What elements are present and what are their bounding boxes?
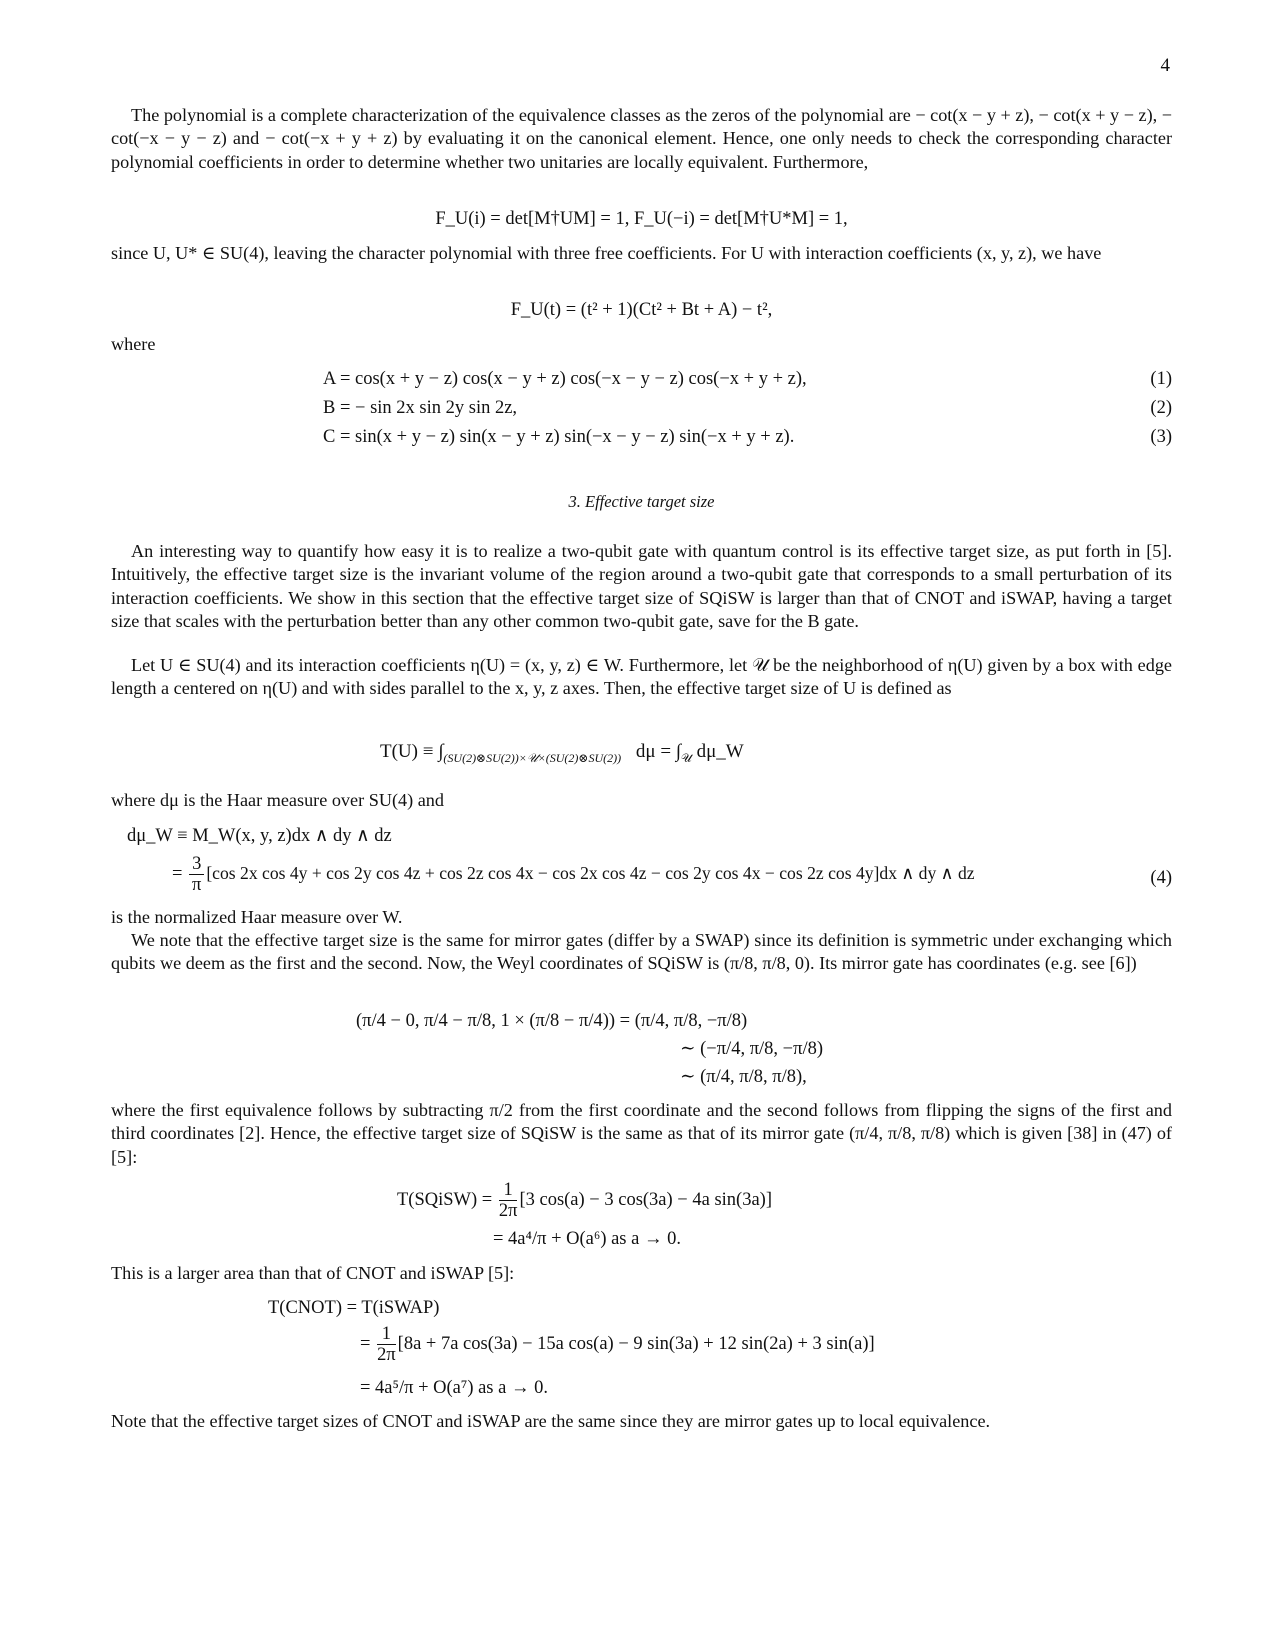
fraction-3-over-pi (189, 854, 204, 895)
fraction-denominator: 2π (498, 1201, 518, 1221)
equation-cnot-line-3: = 4a⁵/π + O(a⁷) as a → 0. (360, 1378, 548, 1398)
equation-number-1: (1) (1150, 369, 1172, 389)
page-number: 4 (1160, 55, 1170, 76)
eq4b-equals: = (172, 863, 183, 884)
fraction-numerator: 1 (499, 1180, 518, 1201)
paragraph-effective-target-intro: An interesting way to quantify how easy it is to realize a two-qubit gate with quantum control is its effective target size, as put forth in [5]. Intuitively, the effective target size is the invariant volume of the region around a two-qubit gate that corresponds to a small perturbation of its interaction coefficients. We show in this section that the effective target size of SQiSW is larger than that of CNOT and iSWAP, having a target size that scales with the perturbation better than any other common two-qubit gate, save for the B gate. (111, 541, 1172, 631)
equation-mirror-line-1: (π/4 − 0, π/4 − π/8, 1 × (π/8 − π/4)) = (π/4, π/8, −π/8) (356, 1011, 748, 1031)
fraction-numerator: 1 (377, 1324, 396, 1345)
section-heading-effective-target-size: 3. Effective target size (568, 492, 715, 511)
equation-2-B: B = − sin 2x sin 2y sin 2z, (323, 398, 518, 418)
fraction-numerator: 3 (189, 854, 204, 875)
equation-number-2: (2) (1150, 398, 1172, 418)
fraction-1-over-2pi (499, 1180, 518, 1221)
paragraph-polynomial-characterization: The polynomial is a complete characterization of the equivalence classes as the zeros of the polynomial are − cot(x − y + z), − cot(x + y − z), − cot(−x − y − z) and − cot(−x + y + z) by evaluating it on the canonical element. Hence, one only needs to check the corresponding character polynomial coefficients in order to determine whether two unitaries are locally equivalent. Furthermore, (111, 105, 1172, 172)
fraction-1-over-2pi (377, 1324, 396, 1365)
cnot-equals: = (360, 1333, 371, 1354)
equation-character-polynomial: F_U(t) = (t² + 1)(Ct² + Bt + A) − t², (510, 300, 773, 320)
target-size-rhs: dμ_W (696, 741, 744, 762)
label-where: where (111, 334, 156, 354)
target-size-lhs: T(U) ≡ ∫ (380, 741, 444, 762)
eq4b-expression: [cos 2x cos 4y + cos 2y cos 4z + cos 2z cos 4x − cos 2x cos 4z − cos 2y cos 4x − cos 2z cos 4y]dx ∧ dy ∧ dz (206, 862, 975, 883)
equation-sqisw-line-1 (397, 1180, 772, 1221)
equation-number-4: (4) (1150, 868, 1172, 888)
sqisw-rhs: [3 cos(a) − 3 cos(3a) − 4a sin(3a)] (519, 1189, 772, 1210)
equation-sqisw-line-2: = 4a⁴/π + O(a⁶) as a → 0. (493, 1229, 681, 1249)
integral-subscript-2: 𝒰 (681, 750, 692, 765)
paragraph-free-coefficients: since U, U* ∈ SU(4), leaving the character polynomial with three free coefficients. For U with interaction coefficients (x, y, z), we have (111, 243, 1102, 263)
paragraph-definition: Let U ∈ SU(4) and its interaction coefficients η(U) = (x, y, z) ∈ W. Furthermore, let 𝒰 be the neighborhood of η(U) given by a box with edge length a centered on η(U) and with sides parallel to the x, y, z axes. Then, the effective target size of U is defined as (111, 655, 1172, 699)
paragraph-mirror-gates: We note that the effective target size is the same for mirror gates (differ by a SWAP) since its definition is symmetric under exchanging which qubits we deem as the first and the second. Now, the Weyl coordinates of SQiSW is (π/8, π/8, 0). Its mirror gate has coordinates (e.g. see [6]) (111, 930, 1172, 974)
sqisw-lhs: T(SQiSW) = (397, 1189, 493, 1210)
equation-cnot-line-1: T(CNOT) = T(iSWAP) (268, 1298, 440, 1318)
equation-1-A: A = cos(x + y − z) cos(x − y + z) cos(−x − y − z) cos(−x + y + z), (323, 369, 807, 389)
paragraph-normalized-haar: is the normalized Haar measure over W. (111, 907, 403, 927)
equation-mirror-line-2: ∼ (−π/4, π/8, −π/8) (680, 1039, 824, 1059)
equation-cnot-line-2 (360, 1324, 875, 1365)
paragraph-larger-area: This is a larger area than that of CNOT and iSWAP [5]: (111, 1263, 515, 1283)
fraction-denominator: π (192, 875, 202, 895)
equation-4a-measure: dμ_W ≡ M_W(x, y, z)dx ∧ dy ∧ dz (127, 826, 392, 846)
equation-target-size-definition (380, 740, 744, 770)
equation-3-C: C = sin(x + y − z) sin(x − y + z) sin(−x − y − z) sin(−x + y + z). (323, 427, 795, 447)
cnot-rhs: [8a + 7a cos(3a) − 15a cos(a) − 9 sin(3a) + 12 sin(2a) + 3 sin(a)] (397, 1333, 875, 1354)
fraction-denominator: 2π (377, 1345, 396, 1365)
equation-determinant: F_U(i) = det[M†UM] = 1, F_U(−i) = det[M†U*M] = 1, (435, 209, 848, 229)
paragraph-equivalence: where the first equivalence follows by subtracting π/2 from the first coordinate and the second follows from flipping the signs of the first and third coordinates [2]. Hence, the effective target size of SQiSW is the same as that of its mirror gate (π/4, π/8, π/8) which is given [38] in (47) of [5]: (111, 1100, 1172, 1167)
equation-4b-measure-expansion (172, 854, 975, 895)
integral-subscript-1: (SU(2)⊗SU(2))×𝒰×(SU(2)⊗SU(2)) (443, 750, 622, 765)
equation-number-3: (3) (1150, 427, 1172, 447)
equation-mirror-line-3: ∼ (π/4, π/8, π/8), (680, 1067, 807, 1087)
paragraph-haar-measure: where dμ is the Haar measure over SU(4) and (111, 790, 444, 810)
target-size-mid: dμ = ∫ (635, 741, 681, 762)
paragraph-mirror-conclusion: Note that the effective target sizes of CNOT and iSWAP are the same since they are mirror gates up to local equivalence. (111, 1411, 991, 1431)
